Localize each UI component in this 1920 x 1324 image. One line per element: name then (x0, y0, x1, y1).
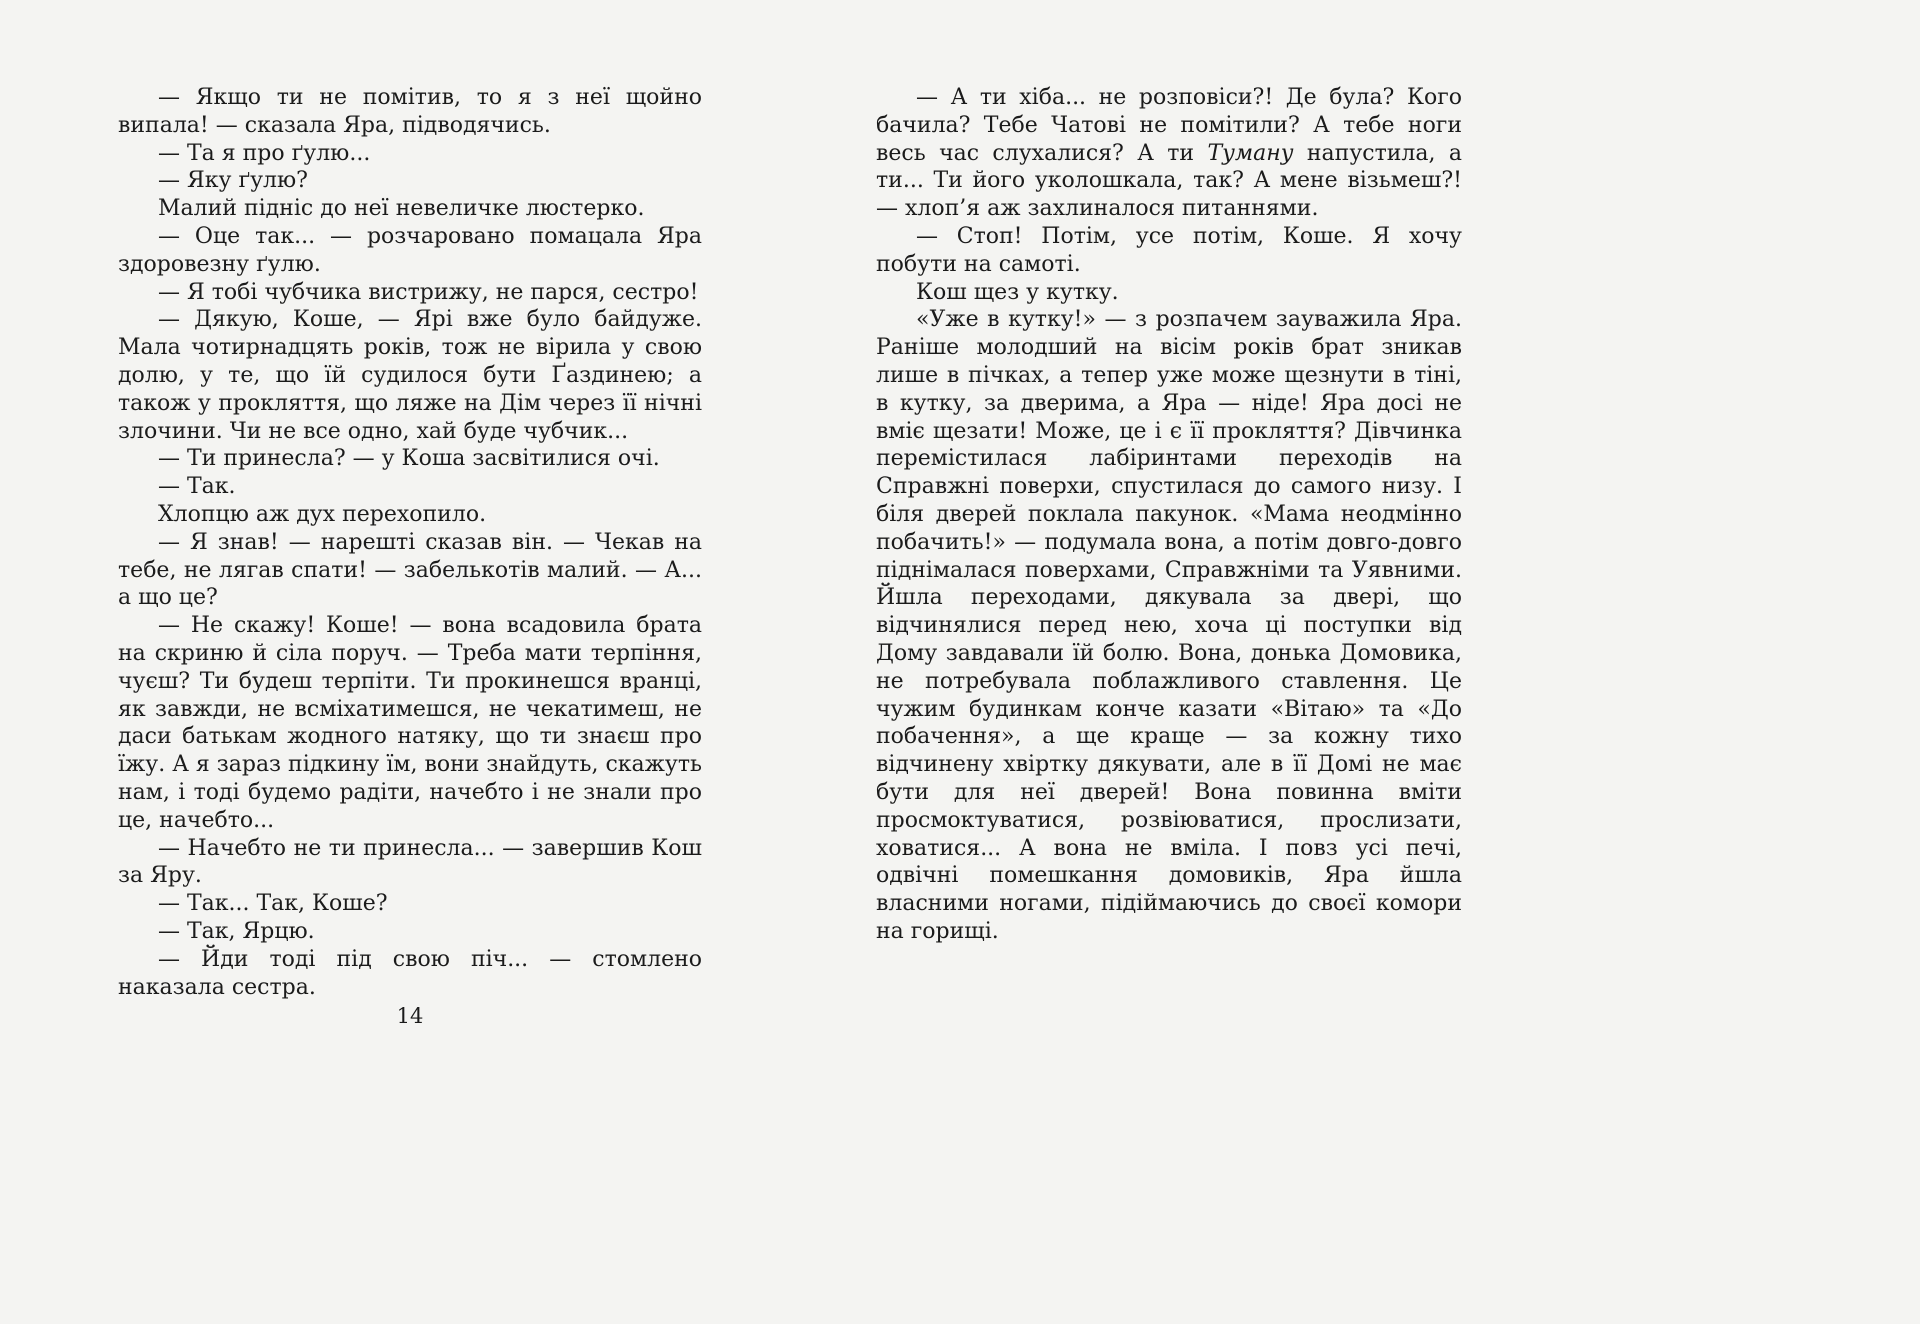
right-page-text (876, 84, 1462, 946)
page-number: 14 (396, 1004, 424, 1028)
paragraph: — Не скажу! Коше! — вона всадовила брата на скриню й сіла поруч. — Треба мати терпіння, чуєш? Ти будеш терпіти. Ти прокинешся вранці, як завжди, не всміхатимешся, не чекатимеш, не даси батькам жодного натяку, що ти знаєш про їжу. А я зараз підкину їм, вони знайдуть, скажуть нам, і тоді будемо радіти, начебто і не знали про це, начебто... (118, 613, 702, 833)
paragraph: — Я знав! — нарешті сказав він. — Чекав на тебе, не лягав спати! — забелькотів малий. — А... а що це? (118, 529, 702, 611)
paragraph: — Так. (158, 474, 236, 500)
paragraph: — Та я про ґулю... (158, 140, 371, 166)
paragraph: — Так, Ярцю. (158, 918, 315, 944)
paragraph: — Оце так... — розчаровано помацала Яра здоровезну ґулю. (118, 223, 702, 277)
left-page-text (118, 84, 702, 1001)
paragraph: Хлопцю аж дух перехопило. (158, 501, 487, 527)
paragraph: — Йди тоді під свою піч... — стомлено наказала сестра. (118, 946, 702, 1000)
paragraph: — Дякую, Коше, — Ярі вже було байдуже. Мала чотирнадцять років, тож не вірила у свою долю, у те, що їй судилося бути Ґаздинею; а також у прокляття, що ляже на Дім через її нічні злочини. Чи не все одно, хай буде чубчик... (118, 307, 702, 444)
paragraph: Кош щез у кутку. (916, 279, 1119, 305)
paragraph: — А ти хіба... не розповіси?! Де була? Кого бачила? Тебе Чатові не помітили? А тебе ноги весь час слухалися? А ти Туману напустила, а ти... Ти його уколошкала, так? А мене візьмеш?! — хлоп’я аж захлиналося питаннями. (876, 85, 1463, 222)
paragraph: — Я тобі чубчика вистрижу, не парся, сестро! (158, 279, 699, 305)
paragraph: — Ти принесла? — у Коша засвітилися очі. (158, 446, 660, 472)
paragraph: — Стоп! Потім, усе потім, Коше. Я хочу побути на самоті. (876, 223, 1462, 277)
paragraph: «Уже в кутку!» — з розпачем зауважила Яра. Раніше молодший на вісім років брат зникав лише в пічках, а тепер уже може щезнути в тіні, в кутку, за дверима, а Яра — ніде! Яра досі не вміє щезати! Може, це і є її прокляття? Дівчинка перемістилася лабіринтами переходів на Справжні поверхи, спустилася до самого низу. І біля дверей поклала пакунок. «Мама неодмінно побачить!» — подумала вона, а потім довго-довго піднімалася поверхами, Справжніми та Уявними. Йшла переходами, дякувала за двері, що відчинялися перед нею, хоча ці поступки від Дому завдавали їй болю. Вона, донька Домовика, не потребувала поблажливого ставлення. Це чужим будинкам конче казати «Вітаю» та «До побачення», а ще краще — за кожну тихо відчинену хвіртку дякувати, але в її Домі не має бути для неї дверей! Вона повинна вміти просмоктуватися, розвіюватися, прослизати, ховатися... А вона не вміла. І повз усі печі, одвічні помешкання домовиків, Яра йшла власними ногами, підіймаючись до своєї комори на горищі. (876, 307, 1462, 944)
paragraph: — Начебто не ти принесла... — завершив Кош за Яру. (118, 835, 702, 889)
paragraph: — Так... Так, Коше? (158, 891, 388, 917)
paragraph: — Якщо ти не помітив, то я з неї щойно випала! — сказала Яра, підводячись. (118, 85, 702, 138)
paragraph: Малий підніс до неї невеличке люстерко. (158, 196, 645, 222)
paragraph: — Яку ґулю? (158, 168, 308, 194)
